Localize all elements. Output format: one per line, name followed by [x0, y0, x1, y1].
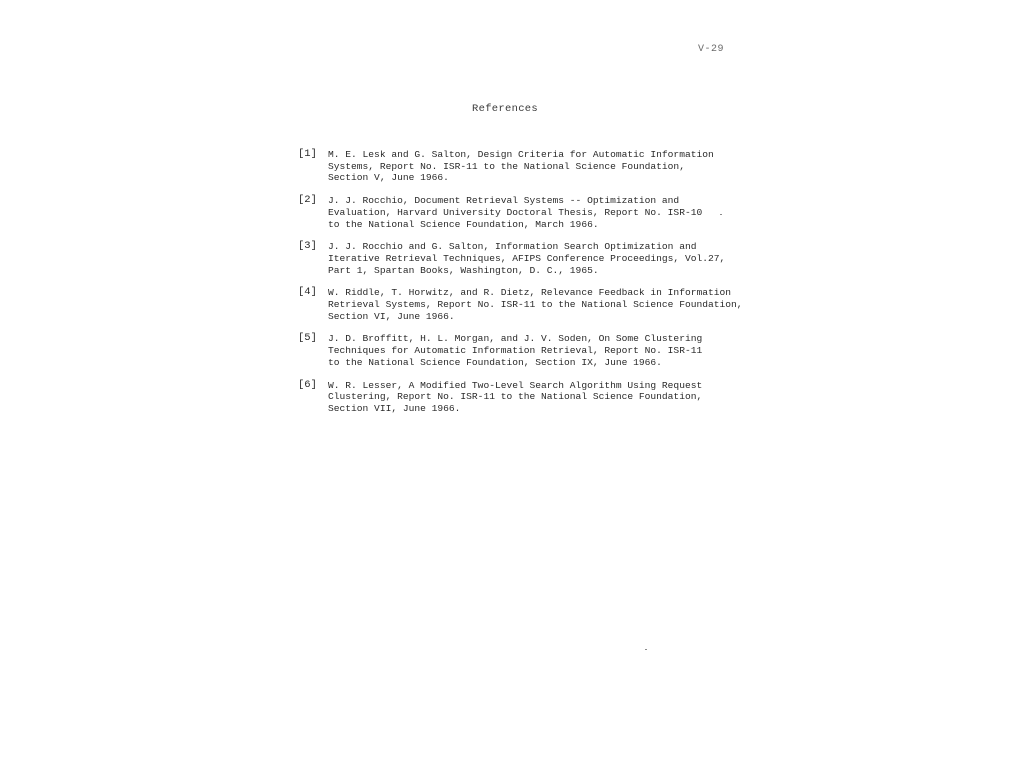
reference-item	[298, 195, 738, 230]
reference-number: [4]	[298, 286, 317, 299]
reference-text-line: Retrieval Systems, Report No. ISR-11 to the National Science Foundation,	[328, 299, 743, 311]
reference-text-line: J. J. Rocchio and G. Salton, Information Search Optimization and	[328, 241, 697, 253]
reference-text-line: Techniques for Automatic Information Retrieval, Report No. ISR-11	[328, 345, 703, 357]
page-number: V-29	[698, 44, 725, 55]
reference-text-line: Systems, Report No. ISR-11 to the National Science Foundation,	[328, 160, 685, 172]
reference-number: [2]	[298, 194, 317, 207]
reference-text-line: Part 1, Spartan Books, Washington, D. C., 1965.	[328, 264, 599, 276]
reference-text-line: Clustering, Report No. ISR-11 to the National Science Foundation,	[328, 391, 703, 403]
reference-text-line: to the National Science Foundation, March 1966.	[328, 218, 599, 230]
scan-speck	[645, 649, 647, 650]
reference-number: [1]	[298, 148, 317, 160]
reference-item	[298, 241, 738, 276]
reference-number: [6]	[298, 378, 317, 391]
reference-item	[298, 149, 738, 184]
reference-list	[298, 148, 743, 426]
reference-text-line: Evaluation, Harvard University Doctoral Thesis, Report No. ISR-10	[328, 206, 703, 218]
reference-text-line: Section V, June 1966.	[328, 172, 449, 184]
reference-number: [5]	[298, 332, 317, 345]
reference-text-line: Section VI, June 1966.	[328, 310, 455, 322]
scan-speck	[720, 214, 722, 215]
reference-number: [3]	[298, 240, 317, 253]
references-heading: References	[472, 103, 539, 115]
reference-text-line: J. J. Rocchio, Document Retrieval Systems -- Optimization and	[328, 195, 680, 207]
reference-text-line: J. D. Broffitt, H. L. Morgan, and J. V. Soden, On Some Clustering	[328, 333, 703, 345]
reference-item	[298, 333, 738, 368]
reference-item	[298, 286, 743, 322]
reference-item	[298, 380, 738, 415]
reference-text-line: M. E. Lesk and G. Salton, Design Criteria for Automatic Information	[328, 149, 714, 160]
reference-text-line: to the National Science Foundation, Section IX, June 1966.	[328, 356, 662, 368]
reference-text-line: Section VII, June 1966.	[328, 402, 461, 414]
reference-text-line: W. Riddle, T. Horwitz, and R. Dietz, Relevance Feedback in Information	[328, 287, 732, 299]
reference-text-line: Iterative Retrieval Techniques, AFIPS Conference Proceedings, Vol.27,	[328, 252, 726, 264]
reference-text-line: W. R. Lesser, A Modified Two-Level Search Algorithm Using Request	[328, 379, 703, 391]
